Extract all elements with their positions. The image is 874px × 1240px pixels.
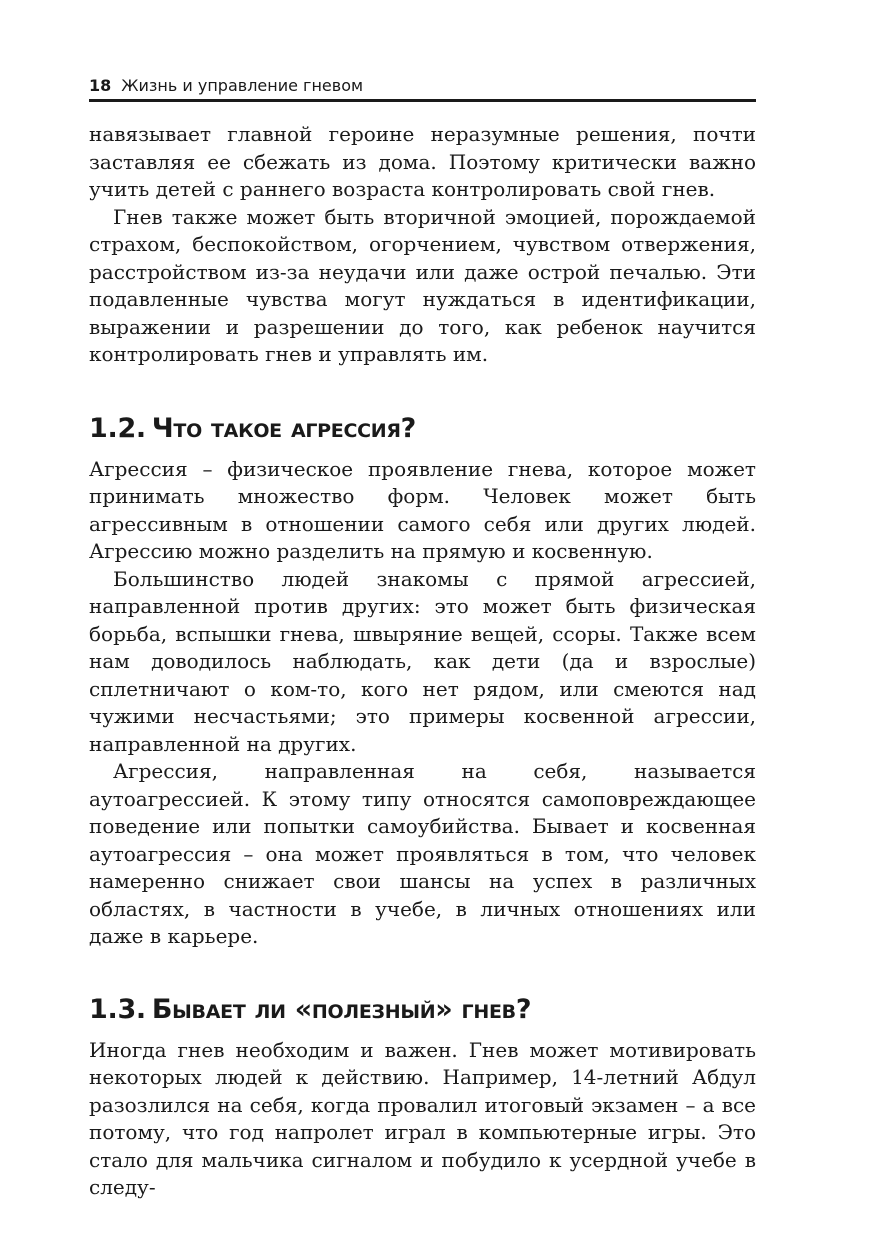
running-header xyxy=(89,74,756,102)
section-heading-1-3 xyxy=(89,993,756,1027)
section-number: 1.2. xyxy=(89,412,146,444)
paragraph: Агрессия – физическое проявление гнева, которое может принимать множество форм. Человек может быть агрессивным в отношении самого себя или других людей. Агрессию можно разделить на прямую и косвенную. xyxy=(89,456,756,563)
paragraph: Большинство людей знакомы с прямой агрессией, направленной против других: это может быть физическая борьба, вспышки гнева, швыряние вещей, ссоры. Также всем нам доводилось наблюдать, как дети (да и взрослые) сплетничают о ком-то, кого нет рядом, или смеются над чужими несчастьями; это примеры косвенной агрессии, направленной на других. xyxy=(89,566,756,756)
paragraph: Иногда гнев необходим и важен. Гнев может мотивировать некоторых людей к действию. Например, 14-летний Абдул разозлился на себя, когда провалил итоговый экзамен – а все потому, что год напролет играл в компьютерные игры. Это стало для мальчика сигналом и побудило к усердной учебе в следу- xyxy=(89,1037,756,1199)
section-heading-1-2 xyxy=(89,412,756,446)
section-title: Что такое агрессия? xyxy=(151,412,417,444)
running-title: Жизнь и управление гневом xyxy=(121,76,364,95)
section-number: 1.3. xyxy=(89,993,146,1025)
paragraph: Гнев также может быть вторичной эмоцией, порождаемой страхом, беспокойством, огорчением, чувством отвержения, расстройством из-за неудачи или даже острой печалью. Эти подавленные чувства могут нуждаться в идентификации, выражении и разрешении до того, как ребенок научится контролировать гнев и управлять им. xyxy=(89,204,756,366)
page-body xyxy=(89,121,756,1202)
paragraph: Агрессия, направленная на себя, называется аутоагрессией. К этому типу относятся самоповреждающее поведение или попытки самоубийства. Бывает и косвенная аутоагрессия – она может проявляться в том, что человек намеренно снижает свои шансы на успех в различных областях, в частности в учебе, в личных отношениях или даже в карьере. xyxy=(89,759,756,948)
section-title: Бывает ли «полезный» гнев? xyxy=(151,993,532,1025)
paragraph: навязывает главной героине неразумные решения, почти заставляя ее сбежать из дома. Поэтому критически важно учить детей с раннего возраста контролировать свой гнев. xyxy=(89,122,756,201)
page-number: 18 xyxy=(89,76,112,95)
